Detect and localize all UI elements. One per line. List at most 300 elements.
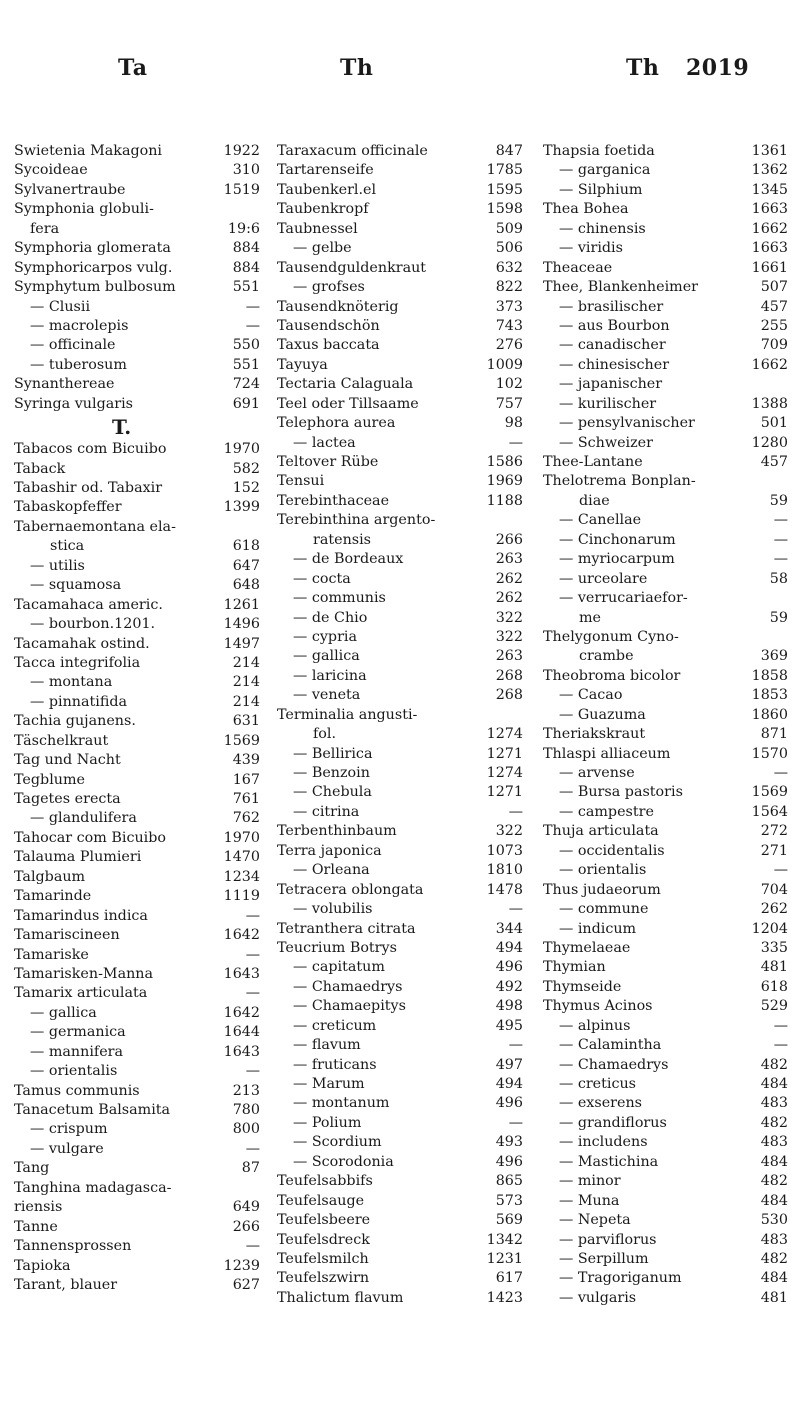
index-entry bbox=[543, 161, 788, 180]
index-entry bbox=[14, 1237, 260, 1256]
index-entry bbox=[14, 1159, 260, 1178]
page-header bbox=[0, 55, 800, 85]
index-entry bbox=[277, 1056, 523, 1075]
entry-term: — cocta bbox=[293, 570, 351, 587]
entry-term: Theobroma bicolor bbox=[543, 667, 681, 684]
entry-page: 483 bbox=[760, 1134, 788, 1151]
index-entry bbox=[14, 460, 260, 479]
entry-page: 1810 bbox=[486, 862, 523, 879]
entry-term: — creticus bbox=[559, 1076, 637, 1092]
page-number: 2019 bbox=[686, 55, 750, 81]
entry-page: 884 bbox=[232, 259, 260, 276]
entry-page: 310 bbox=[232, 162, 260, 179]
index-entry bbox=[277, 920, 523, 939]
entry-term: Tetracera oblongata bbox=[277, 881, 424, 898]
entry-term: T. bbox=[112, 415, 132, 440]
entry-term: Teufelszwirn bbox=[277, 1270, 370, 1287]
index-entry bbox=[277, 881, 523, 900]
index-entry bbox=[543, 861, 788, 880]
index-entry bbox=[14, 829, 260, 848]
entry-term: Tabernaemontana ela- bbox=[14, 518, 176, 535]
entry-page: 369 bbox=[760, 648, 788, 665]
entry-page: — bbox=[773, 551, 788, 568]
entry-page: 1642 bbox=[223, 927, 260, 944]
entry-term: me bbox=[579, 609, 602, 626]
entry-page: 1470 bbox=[223, 849, 260, 866]
entry-page: 335 bbox=[760, 939, 788, 956]
entry-page: — bbox=[773, 1017, 788, 1034]
entry-term: Tamarix articulata bbox=[14, 985, 148, 1002]
index-entry bbox=[14, 161, 260, 180]
entry-term: — fruticans bbox=[293, 1056, 377, 1073]
entry-page: 1569 bbox=[751, 784, 788, 801]
index-entry bbox=[277, 1211, 523, 1230]
entry-page: 1274 bbox=[486, 765, 523, 781]
entry-term: Thymseide bbox=[543, 978, 622, 995]
entry-page: 1598 bbox=[486, 201, 523, 218]
entry-term: Tapioka bbox=[14, 1257, 71, 1274]
entry-term: — kurilischer bbox=[559, 395, 657, 412]
entry-page: 497 bbox=[495, 1056, 523, 1073]
index-entry bbox=[14, 336, 260, 355]
entry-term: — orientalis bbox=[30, 1063, 118, 1080]
header-word-left: Ta bbox=[118, 55, 148, 81]
index-entry bbox=[543, 1133, 788, 1152]
entry-term: Synanthereae bbox=[14, 376, 115, 393]
index-entry bbox=[14, 356, 260, 375]
index-entry bbox=[14, 1276, 260, 1295]
entry-term: Tanne bbox=[14, 1218, 58, 1235]
entry-page: 59 bbox=[769, 492, 788, 509]
entry-term: — Tragoriganum bbox=[559, 1270, 682, 1287]
entry-term: Tetranthera citrata bbox=[277, 920, 416, 937]
entry-page: 1345 bbox=[751, 181, 788, 198]
entry-term: — occidentalis bbox=[559, 842, 665, 859]
entry-page: 1388 bbox=[751, 395, 788, 412]
entry-term: Teucrium Botrys bbox=[277, 939, 397, 956]
index-entry bbox=[14, 712, 260, 731]
entry-term: — brasilischer bbox=[559, 298, 664, 315]
index-entry bbox=[543, 628, 788, 647]
entry-page: 496 bbox=[495, 959, 523, 976]
entry-term: Taubenkerl.el bbox=[277, 181, 377, 198]
entry-term: Thuja articulata bbox=[543, 823, 659, 840]
index-entry bbox=[543, 336, 788, 355]
entry-term: — chinesischer bbox=[559, 356, 670, 373]
entry-term: Terra japonica bbox=[277, 842, 382, 859]
index-entry bbox=[14, 751, 260, 770]
index-entry bbox=[543, 395, 788, 414]
entry-page: 1119 bbox=[223, 888, 260, 905]
index-entry bbox=[277, 142, 523, 161]
entry-term: Tausendknöterig bbox=[277, 298, 399, 315]
entry-page: 494 bbox=[495, 1076, 523, 1092]
entry-page: 822 bbox=[495, 279, 523, 296]
entry-page: 1423 bbox=[486, 1289, 523, 1306]
entry-term: Tabashir od. Tabaxir bbox=[14, 480, 163, 496]
entry-term: — Calamintha bbox=[559, 1037, 662, 1054]
entry-page: 1271 bbox=[486, 745, 523, 762]
entry-term: Thapsia foetida bbox=[543, 143, 655, 159]
index-entry bbox=[543, 939, 788, 958]
entry-page: 704 bbox=[760, 881, 788, 898]
entry-page: 1231 bbox=[486, 1250, 523, 1267]
entry-page: 506 bbox=[495, 240, 523, 257]
entry-page: 1399 bbox=[223, 499, 260, 516]
entry-page: 1643 bbox=[223, 965, 260, 982]
entry-page: 263 bbox=[495, 648, 523, 665]
entry-page: — bbox=[245, 946, 260, 963]
entry-page: 529 bbox=[760, 998, 788, 1015]
index-entry bbox=[543, 822, 788, 841]
index-entry bbox=[14, 479, 260, 498]
index-entry bbox=[14, 317, 260, 336]
entry-page: 1569 bbox=[223, 732, 260, 749]
index-entry bbox=[543, 1172, 788, 1191]
entry-page: 1785 bbox=[486, 162, 523, 179]
entry-term: — Clusii bbox=[30, 298, 91, 315]
index-entry bbox=[277, 356, 523, 375]
entry-page: 482 bbox=[760, 1056, 788, 1073]
entry-term: Tacca integrifolia bbox=[14, 654, 141, 671]
index-entry bbox=[277, 939, 523, 958]
index-entry bbox=[277, 1075, 523, 1094]
index-entry bbox=[543, 920, 788, 939]
index-entry bbox=[14, 1004, 260, 1023]
index-entry bbox=[14, 375, 260, 394]
entry-page: — bbox=[773, 765, 788, 781]
index-entry bbox=[543, 570, 788, 589]
entry-page: 496 bbox=[495, 1153, 523, 1170]
index-entry bbox=[14, 984, 260, 1003]
entry-page: 582 bbox=[232, 460, 260, 477]
entry-term: — pinnatifida bbox=[30, 693, 128, 710]
entry-page: — bbox=[245, 1140, 260, 1157]
entry-term: Thalictum flavum bbox=[277, 1289, 404, 1306]
index-entry bbox=[277, 414, 523, 433]
entry-term: — volubilis bbox=[293, 901, 373, 918]
index-entry bbox=[14, 181, 260, 200]
entry-page: 743 bbox=[495, 317, 523, 334]
entry-page: 214 bbox=[232, 693, 260, 710]
index-entry bbox=[543, 200, 788, 219]
entry-page: 457 bbox=[760, 298, 788, 315]
index-entry bbox=[14, 537, 260, 556]
entry-page: 213 bbox=[232, 1082, 260, 1099]
index-entry bbox=[543, 259, 788, 278]
entry-term: Taback bbox=[14, 460, 66, 477]
entry-page: 573 bbox=[495, 1192, 523, 1209]
entry-term: Teufelsauge bbox=[277, 1192, 365, 1209]
index-entry bbox=[14, 1120, 260, 1139]
entry-page: 255 bbox=[760, 317, 788, 334]
entry-page: — bbox=[508, 1114, 523, 1131]
entry-term: — creticum bbox=[293, 1017, 377, 1034]
entry-term: — flavum bbox=[293, 1037, 361, 1054]
entry-term: — macrolepis bbox=[30, 317, 129, 334]
entry-page: 618 bbox=[232, 538, 260, 555]
index-entry bbox=[14, 278, 260, 297]
entry-page: 530 bbox=[760, 1212, 788, 1229]
entry-term: — Muna bbox=[559, 1192, 620, 1209]
entry-term: — parviflorus bbox=[559, 1231, 657, 1248]
index-entry bbox=[543, 783, 788, 802]
index-entry bbox=[543, 181, 788, 200]
index-entry bbox=[277, 472, 523, 491]
entry-page: 1661 bbox=[751, 259, 788, 276]
entry-term: — aus Bourbon bbox=[559, 317, 670, 334]
index-entry bbox=[543, 298, 788, 317]
index-entry bbox=[277, 842, 523, 861]
entry-term: Talgbaum bbox=[14, 868, 86, 885]
entry-page: 648 bbox=[232, 577, 260, 594]
entry-term: Tang bbox=[14, 1160, 50, 1177]
entry-term: — Guazuma bbox=[559, 706, 646, 723]
index-entry bbox=[277, 861, 523, 880]
entry-page: — bbox=[773, 1037, 788, 1054]
index-entry bbox=[543, 434, 788, 453]
entry-page: 481 bbox=[760, 959, 788, 976]
entry-term: Terbenthinbaum bbox=[277, 823, 397, 840]
entry-page: 1853 bbox=[751, 687, 788, 704]
index-entry bbox=[14, 732, 260, 751]
index-entry bbox=[277, 764, 523, 783]
index-entry bbox=[543, 881, 788, 900]
entry-term: Tag und Nacht bbox=[14, 752, 121, 769]
index-entry bbox=[277, 531, 523, 550]
index-entry bbox=[277, 609, 523, 628]
entry-term: — exserens bbox=[559, 1095, 643, 1112]
entry-page: 87 bbox=[241, 1160, 260, 1177]
entry-term: — commune bbox=[559, 901, 649, 918]
entry-term: Terebinthina argento- bbox=[277, 512, 436, 529]
entry-page: 691 bbox=[232, 395, 260, 412]
entry-page: 496 bbox=[495, 1095, 523, 1112]
entry-page: 481 bbox=[760, 1289, 788, 1306]
entry-term: — Mastichina bbox=[559, 1153, 659, 1170]
entry-page: 569 bbox=[495, 1212, 523, 1229]
entry-term: Tectaria Calaguala bbox=[277, 376, 414, 393]
entry-page: — bbox=[245, 985, 260, 1002]
entry-term: Tahocar com Bicuibo bbox=[14, 829, 167, 846]
entry-page: 1970 bbox=[223, 441, 260, 458]
entry-page: 762 bbox=[232, 810, 260, 827]
entry-page: 102 bbox=[495, 376, 523, 393]
index-entry bbox=[277, 375, 523, 394]
entry-page: 373 bbox=[495, 298, 523, 315]
entry-term: crambe bbox=[579, 648, 634, 665]
entry-term: Syringa vulgaris bbox=[14, 395, 133, 412]
entry-page: 482 bbox=[760, 1250, 788, 1267]
entry-page: 1858 bbox=[751, 667, 788, 684]
entry-page: 1362 bbox=[751, 162, 788, 179]
index-entry bbox=[277, 1017, 523, 1036]
entry-term: — garganica bbox=[559, 162, 651, 179]
index-entry bbox=[14, 498, 260, 517]
entry-term: Tannensprossen bbox=[14, 1238, 132, 1255]
entry-term: — verrucariaefor- bbox=[559, 590, 688, 607]
index-entry bbox=[14, 259, 260, 278]
index-entry bbox=[543, 239, 788, 258]
entry-page: — bbox=[245, 1063, 260, 1080]
entry-page: 483 bbox=[760, 1231, 788, 1248]
entry-term: — cypria bbox=[293, 628, 358, 645]
entry-term: — orientalis bbox=[559, 862, 647, 879]
entry-page: 271 bbox=[760, 842, 788, 859]
entry-term: Teltover Rübe bbox=[277, 454, 379, 470]
index-entry bbox=[543, 1056, 788, 1075]
entry-page: 871 bbox=[760, 726, 788, 743]
index-entry bbox=[14, 518, 260, 537]
index-entry bbox=[543, 414, 788, 433]
entry-page: 1204 bbox=[751, 920, 788, 937]
entry-term: stica bbox=[50, 538, 85, 555]
index-entry bbox=[14, 965, 260, 984]
index-entry bbox=[14, 414, 260, 440]
entry-term: Tartarenseife bbox=[277, 162, 374, 179]
entry-term: Tabacos com Bicuibo bbox=[14, 441, 167, 458]
index-entry bbox=[14, 771, 260, 790]
entry-page: — bbox=[508, 901, 523, 918]
index-entry bbox=[543, 842, 788, 861]
index-entry bbox=[14, 673, 260, 692]
entry-term: — includens bbox=[559, 1134, 648, 1151]
index-entry bbox=[543, 647, 788, 666]
entry-page: 322 bbox=[495, 628, 523, 645]
entry-page: 266 bbox=[495, 531, 523, 548]
entry-term: — myriocarpum bbox=[559, 551, 675, 568]
entry-page: 152 bbox=[232, 480, 260, 496]
entry-term: — minor bbox=[559, 1173, 621, 1190]
entry-term: — Chamaedrys bbox=[559, 1056, 669, 1073]
entry-page: 1478 bbox=[486, 881, 523, 898]
entry-term: Talauma Plumieri bbox=[14, 849, 142, 866]
entry-term: diae bbox=[579, 492, 610, 509]
entry-page: 1261 bbox=[223, 596, 260, 613]
index-entry bbox=[277, 298, 523, 317]
entry-term: Teufelsbeere bbox=[277, 1212, 371, 1229]
index-entry bbox=[543, 1094, 788, 1113]
index-entry bbox=[14, 395, 260, 414]
index-entry bbox=[543, 1192, 788, 1211]
index-entry bbox=[277, 1153, 523, 1172]
index-entry bbox=[277, 783, 523, 802]
entry-page: 482 bbox=[760, 1114, 788, 1131]
entry-term: Tamarinde bbox=[14, 888, 92, 905]
index-entry bbox=[14, 440, 260, 459]
entry-page: 1280 bbox=[751, 434, 788, 451]
entry-page: — bbox=[245, 298, 260, 315]
entry-term: — montana bbox=[30, 674, 113, 691]
entry-page: 1643 bbox=[223, 1043, 260, 1060]
entry-term: Terminalia angusti- bbox=[277, 706, 418, 723]
index-entry bbox=[14, 298, 260, 317]
entry-page: 439 bbox=[232, 752, 260, 769]
entry-term: Teufelsdreck bbox=[277, 1231, 370, 1248]
entry-term: Taraxacum officinale bbox=[277, 143, 428, 159]
entry-page: 1497 bbox=[223, 635, 260, 652]
entry-term: — Scorodonia bbox=[293, 1153, 394, 1170]
entry-page: 484 bbox=[760, 1153, 788, 1170]
entry-term: Tagetes erecta bbox=[14, 791, 121, 807]
entry-page: 1570 bbox=[751, 745, 788, 762]
entry-term: Thee, Blankenheimer bbox=[543, 279, 698, 296]
entry-page: 276 bbox=[495, 337, 523, 354]
index-entry bbox=[543, 667, 788, 686]
index-entry bbox=[543, 609, 788, 628]
index-entry bbox=[543, 531, 788, 550]
entry-page: 484 bbox=[760, 1192, 788, 1209]
entry-term: Tamariske bbox=[14, 946, 89, 963]
entry-page: 262 bbox=[495, 590, 523, 607]
entry-term: — Bellirica bbox=[293, 745, 373, 762]
entry-term: Taubenkropf bbox=[277, 201, 369, 218]
entry-term: Tamus communis bbox=[14, 1082, 140, 1099]
entry-term: — canadischer bbox=[559, 337, 666, 354]
index-entry bbox=[14, 635, 260, 654]
entry-page: 800 bbox=[232, 1121, 260, 1138]
entry-page: 865 bbox=[495, 1173, 523, 1190]
index-entry bbox=[277, 200, 523, 219]
entry-page: 1274 bbox=[486, 726, 523, 743]
entry-page: 262 bbox=[495, 570, 523, 587]
index-entry bbox=[277, 336, 523, 355]
entry-term: Tarant, blauer bbox=[14, 1276, 118, 1293]
entry-term: — grofses bbox=[293, 279, 365, 296]
entry-term: — Canellae bbox=[559, 512, 642, 529]
entry-page: 214 bbox=[232, 654, 260, 671]
entry-term: — Benzoin bbox=[293, 765, 370, 781]
entry-term: — chinensis bbox=[559, 220, 646, 237]
index-entry bbox=[543, 472, 788, 491]
entry-page: 494 bbox=[495, 939, 523, 956]
index-entry bbox=[277, 278, 523, 297]
entry-page: 1564 bbox=[751, 803, 788, 820]
index-entry bbox=[543, 1211, 788, 1230]
index-entry bbox=[277, 589, 523, 608]
index-entry bbox=[277, 1269, 523, 1288]
index-entry bbox=[543, 1075, 788, 1094]
entry-page: 649 bbox=[232, 1199, 260, 1216]
entry-page: 484 bbox=[760, 1270, 788, 1287]
entry-term: — tuberosum bbox=[30, 356, 127, 373]
entry-term: — montanum bbox=[293, 1095, 390, 1112]
entry-term: — veneta bbox=[293, 687, 361, 704]
entry-page: 482 bbox=[760, 1173, 788, 1190]
index-entry bbox=[14, 200, 260, 219]
index-entry bbox=[543, 453, 788, 472]
index-entry bbox=[543, 1114, 788, 1133]
entry-term: — vulgare bbox=[30, 1140, 104, 1157]
index-entry bbox=[277, 259, 523, 278]
index-entry bbox=[277, 1036, 523, 1055]
index-entry bbox=[543, 278, 788, 297]
entry-term: fera bbox=[30, 220, 60, 237]
entry-page: 509 bbox=[495, 220, 523, 237]
index-entry bbox=[14, 693, 260, 712]
index-entry bbox=[277, 745, 523, 764]
entry-page: 1009 bbox=[486, 356, 523, 373]
entry-term: — Silphium bbox=[559, 181, 643, 198]
index-entry bbox=[543, 764, 788, 783]
index-entry bbox=[14, 239, 260, 258]
entry-term: Thea Bohea bbox=[543, 201, 629, 218]
index-entry bbox=[543, 142, 788, 161]
entry-page: 1970 bbox=[223, 829, 260, 846]
index-entry bbox=[14, 926, 260, 945]
entry-term: — mannifera bbox=[30, 1043, 124, 1060]
entry-page: 631 bbox=[232, 713, 260, 730]
